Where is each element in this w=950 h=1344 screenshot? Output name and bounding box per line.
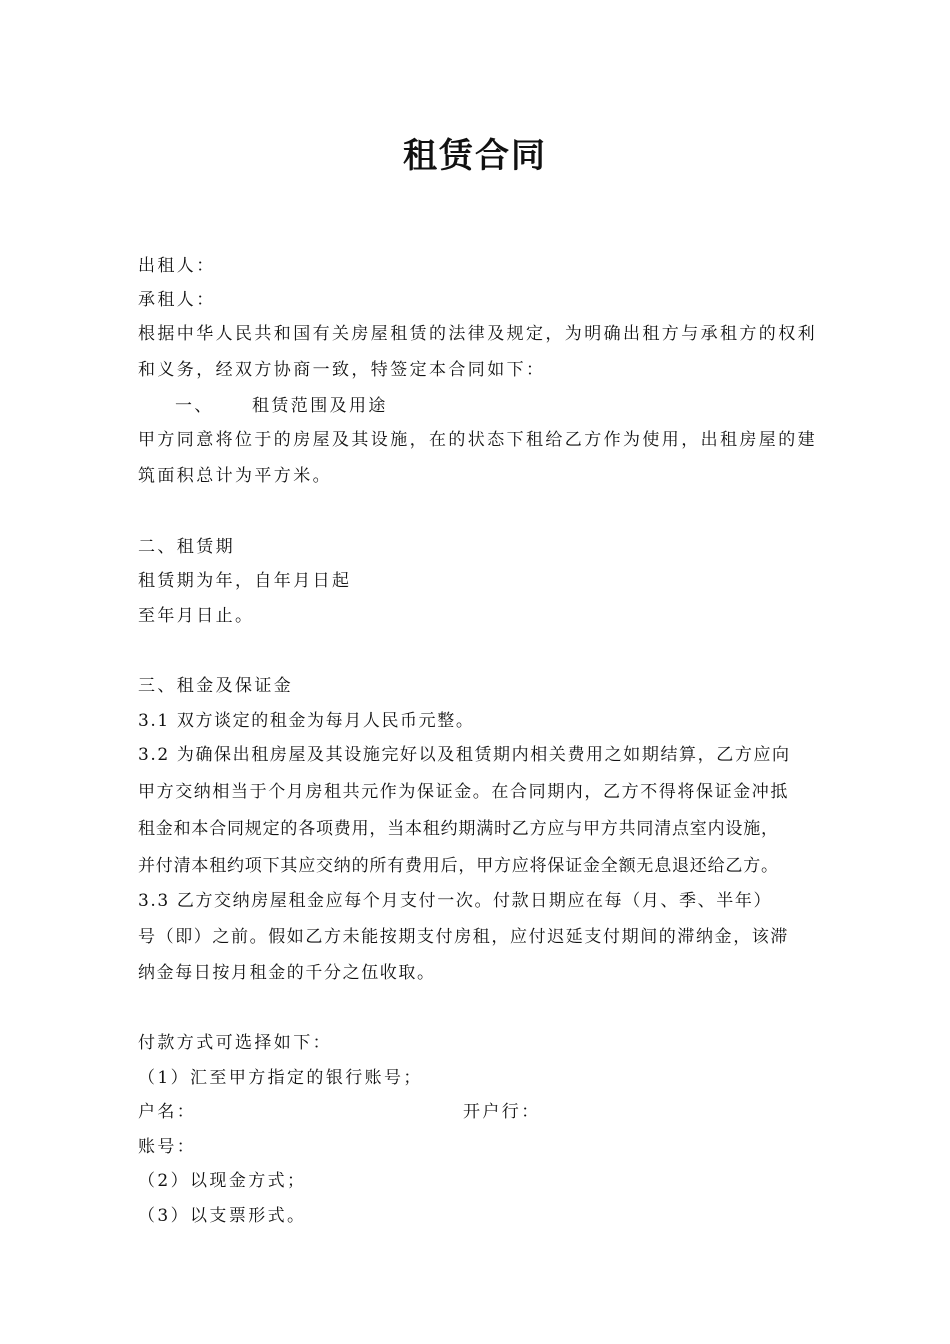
- account-name-label: 户名：: [138, 1102, 197, 1122]
- section-2-paragraph-2: 至年月日止。: [138, 606, 255, 626]
- section-1-number: 一、: [175, 396, 214, 416]
- payment-option-1: （1）汇至甲方指定的银行账号；: [138, 1068, 423, 1088]
- clause-3-2-line-2: 甲方交纳相当于个月房租共元作为保证金。在合同期内，乙方不得将保证金冲抵: [138, 782, 789, 802]
- payment-option-3: （3）以支票形式。: [138, 1206, 307, 1226]
- payment-option-2: （2）以现金方式；: [138, 1171, 307, 1191]
- clause-3-3-line-2: 号（即）之前。假如乙方未能按期支付房租，应付迟延支付期间的滞纳金，该滞: [138, 927, 789, 947]
- lessor-line: 出租人：: [138, 256, 216, 276]
- section-2-title: 二、租赁期: [138, 537, 235, 557]
- clause-3-2-line-4: 并付清本租约项下其应交纳的所有费用后，甲方应将保证金全额无息退还给乙方。: [138, 856, 779, 876]
- intro-line-2: 和义务，经双方协商一致，特签定本合同如下：: [138, 360, 546, 380]
- section-1-paragraph-2: 筑面积总计为平方米。: [138, 466, 332, 486]
- clause-3-2-line-3: 租金和本合同规定的各项费用，当本租约期满时乙方应与甲方共同清点室内设施，: [138, 819, 779, 839]
- clause-3-1: 3.1 双方谈定的租金为每月人民币元整。: [138, 711, 475, 731]
- clause-3-2-line-1: 3.2 为确保出租房屋及其设施完好以及租赁期内相关费用之如期结算，乙方应向: [138, 745, 791, 765]
- section-2-paragraph-1: 租赁期为年，自年月日起: [138, 571, 352, 591]
- section-1-paragraph-1: 甲方同意将位于的房屋及其设施，在的状态下租给乙方作为使用，出租房屋的建: [138, 430, 817, 450]
- document-title: 租赁合同: [403, 136, 547, 176]
- account-number-label: 账号：: [138, 1137, 197, 1157]
- clause-3-3-line-3: 纳金每日按月租金的千分之伍收取。: [138, 963, 436, 983]
- section-1-title: 租赁范围及用途: [252, 396, 388, 416]
- section-3-title: 三、租金及保证金: [138, 676, 294, 696]
- payment-methods-title: 付款方式可选择如下：: [138, 1033, 332, 1053]
- intro-line-1: 根据中华人民共和国有关房屋租赁的法律及规定，为明确出租方与承租方的权利: [138, 324, 817, 344]
- clause-3-3-line-1: 3.3 乙方交纳房屋租金应每个月支付一次。付款日期应在每（月、季、半年）: [138, 891, 773, 911]
- bank-label: 开户行：: [463, 1102, 541, 1122]
- lessee-line: 承租人：: [138, 290, 216, 310]
